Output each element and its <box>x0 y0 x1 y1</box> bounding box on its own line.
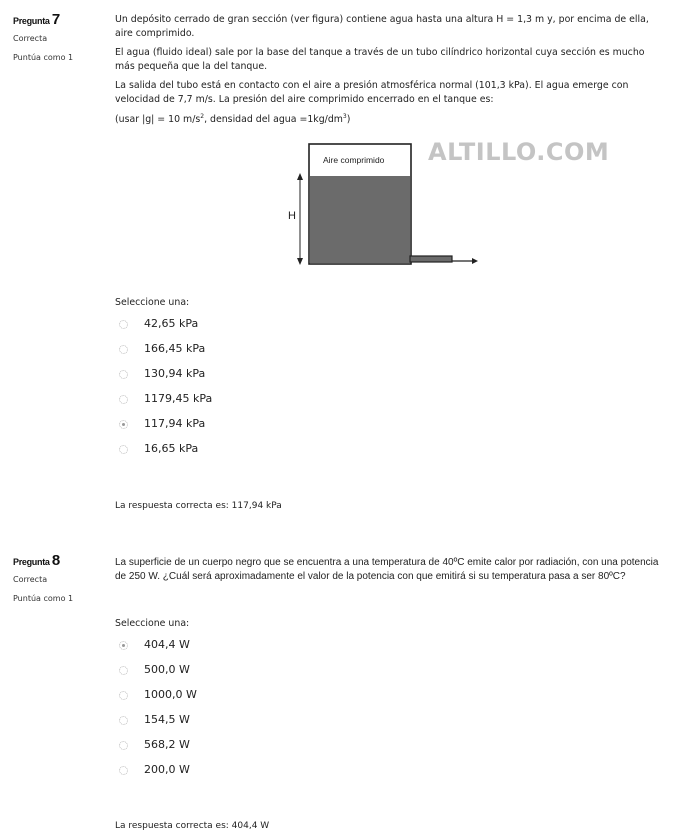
answer-option[interactable] <box>115 387 660 412</box>
options-list <box>115 312 660 462</box>
option-label: 1000,0 W <box>144 688 197 702</box>
radio-button[interactable] <box>119 420 128 429</box>
option-label: 130,94 kPa <box>144 367 206 381</box>
answer-option[interactable] <box>115 658 660 683</box>
height-arrow-top <box>297 173 303 180</box>
option-label: 1179,45 kPa <box>144 392 213 406</box>
height-label: H <box>288 210 296 222</box>
flow-arrow-head <box>472 258 478 264</box>
radio-button[interactable] <box>119 691 128 700</box>
radio-button[interactable] <box>119 741 128 750</box>
radio-button[interactable] <box>119 766 128 775</box>
select-prompt: Seleccione una: <box>115 618 190 629</box>
answer-option[interactable] <box>115 412 660 437</box>
option-label: 200,0 W <box>144 763 190 777</box>
paragraph-3: La salida del tubo está en contacto con el aire a presión atmosférica normal (101,3 kPa). El agua emerge con velocidad de 7,7 m/s. La presión del aire comprimido encerrado en el tanque es: <box>115 80 629 105</box>
question-text: La superficie de un cuerpo negro que se encuentra a una temperatura de 40ºC emite calor por radiación, con una potencia de 250 W. ¿Cuál será aproximadamente el valor de la potencia con que emitirá si su temperatura pasa a ser 80ºC? <box>115 557 659 582</box>
radio-button[interactable] <box>119 320 128 329</box>
paragraph-4 <box>115 110 660 127</box>
outlet-pipe <box>410 256 452 262</box>
answer-option[interactable] <box>115 733 660 758</box>
question-number-value: 8 <box>51 552 60 569</box>
answer-option[interactable] <box>115 362 660 387</box>
radio-button[interactable] <box>119 445 128 454</box>
height-arrow-bottom <box>297 258 303 265</box>
select-prompt: Seleccione una: <box>115 297 190 308</box>
correct-answer: La respuesta correcta es: 117,94 kPa <box>115 501 282 511</box>
option-label: 16,65 kPa <box>144 442 199 456</box>
question-number-value: 7 <box>51 11 60 28</box>
answer-option[interactable] <box>115 708 660 733</box>
question-status: Correcta <box>13 575 48 584</box>
paragraph-2: El agua (fluido ideal) sale por la base del tanque a través de un tubo cilíndrico horizontal cuya sección es mucho más pequeña que la del tanque. <box>115 47 645 72</box>
radio-button[interactable] <box>119 666 128 675</box>
compressed-air-label: Aire comprimido <box>323 155 385 165</box>
option-label: 166,45 kPa <box>144 342 206 356</box>
answer-option[interactable] <box>115 633 660 658</box>
option-label: 117,94 kPa <box>144 417 206 431</box>
correct-answer: La respuesta correcta es: 404,4 W <box>115 821 270 831</box>
radio-button[interactable] <box>119 641 128 650</box>
answer-option[interactable] <box>115 437 660 462</box>
options-list <box>115 633 660 783</box>
question-label: Pregunta <box>13 557 50 567</box>
paragraph-4-part-a: (usar |g| = 10 m/s <box>115 114 201 126</box>
question-status: Correcta <box>13 34 48 43</box>
answer-options <box>115 617 660 783</box>
option-label: 404,4 W <box>144 638 190 652</box>
question-info <box>13 11 108 62</box>
paragraph-4-part-c: ) <box>346 114 351 126</box>
radio-button[interactable] <box>119 395 128 404</box>
question-number <box>13 552 108 569</box>
superscript-3: 3 <box>342 113 347 120</box>
paragraph-1: Un depósito cerrado de gran sección (ver figura) contiene agua hasta una altura H = 1,3 m y, por encima de ella, aire comprimido. <box>115 14 649 39</box>
option-label: 42,65 kPa <box>144 317 199 331</box>
question-info <box>13 552 108 603</box>
option-label: 154,5 W <box>144 713 190 727</box>
answer-option[interactable] <box>115 312 660 337</box>
watermark-logo: ALTILLO.COM <box>428 138 610 166</box>
answer-option[interactable] <box>115 337 660 362</box>
option-label: 500,0 W <box>144 663 190 677</box>
answer-option[interactable] <box>115 683 660 708</box>
radio-button[interactable] <box>119 370 128 379</box>
radio-button[interactable] <box>119 345 128 354</box>
paragraph-4-part-b: , densidad del agua =1kg/dm <box>204 114 343 126</box>
answer-options <box>115 296 660 462</box>
option-label: 568,2 W <box>144 738 190 752</box>
radio-button[interactable] <box>119 716 128 725</box>
question-score: Puntúa como 1 <box>13 594 74 603</box>
answer-option[interactable] <box>115 758 660 783</box>
question-label: Pregunta <box>13 16 50 26</box>
question-number <box>13 11 108 28</box>
superscript-2: 2 <box>200 113 205 120</box>
question-text <box>115 13 660 133</box>
water-fill <box>310 176 410 263</box>
question-score: Puntúa como 1 <box>13 53 74 62</box>
